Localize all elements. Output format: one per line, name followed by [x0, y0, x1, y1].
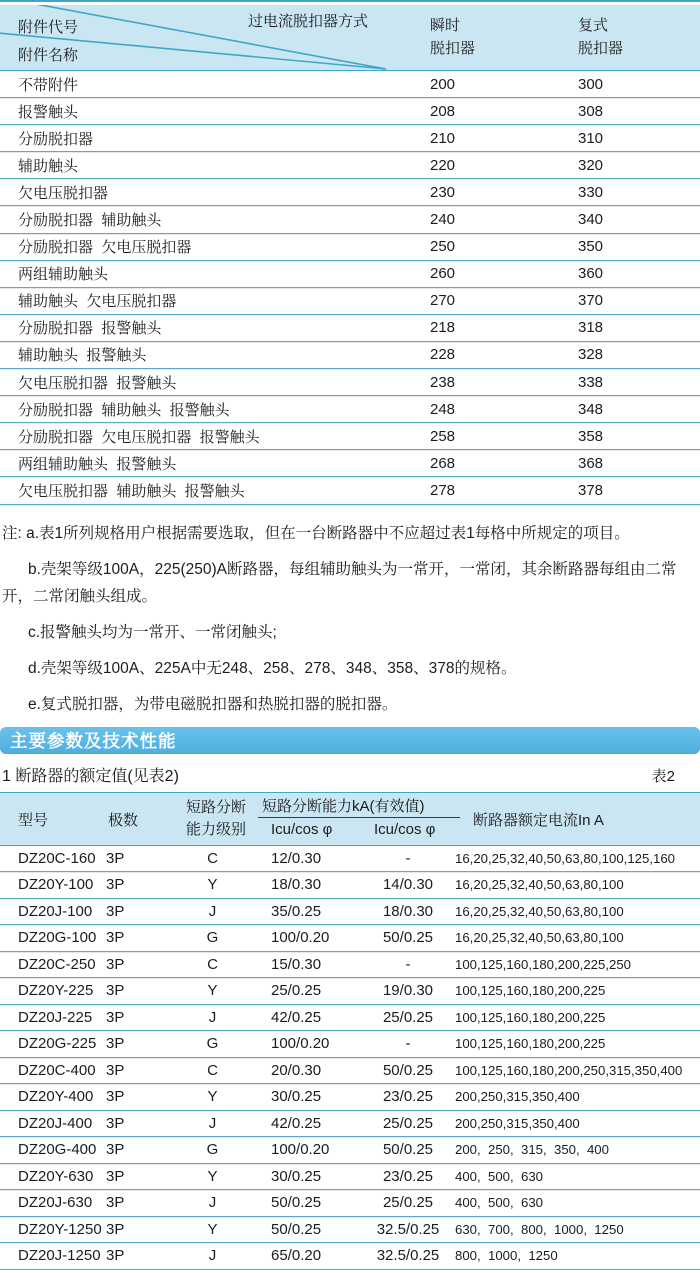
- accessory-table-row: [0, 179, 700, 206]
- instant-code-cell: 240: [430, 211, 456, 229]
- accessory-name-cell: 辅助触头: [18, 157, 79, 175]
- ka-group-underline: [258, 817, 460, 819]
- header-compound-release: [578, 14, 623, 60]
- rated-values-row: [0, 1031, 700, 1058]
- icu2-cell: 32.5/0.25: [376, 1247, 440, 1265]
- rated-values-row: [0, 978, 700, 1005]
- header-breaking-capacity-ka: 短路分断能力kA(有效值): [262, 797, 425, 815]
- accessory-table-row: [0, 369, 700, 396]
- rated-current-cell: 16,20,25,32,40,50,63,80,100,125,160: [455, 850, 675, 866]
- note-item: d.壳架等级100A、225A中无248、258、278、348、358、378的规格。: [28, 659, 517, 677]
- icu1-cell: 100/0.20: [271, 929, 330, 947]
- section-title: 主要参数及技术性能: [10, 730, 177, 751]
- rated-values-row: [0, 1058, 700, 1085]
- accessory-table-row: [0, 152, 700, 179]
- header-accessory-code: 附件代号: [18, 19, 79, 36]
- header-breaking-capacity-grade: [186, 797, 246, 841]
- icu1-cell: 30/0.25: [271, 1088, 322, 1106]
- rated-values-table: [0, 792, 700, 1270]
- header-instant-line2: 脱扣器: [430, 40, 476, 57]
- rated-values-row: [0, 1005, 700, 1032]
- header-compound-line1: 复式: [578, 17, 609, 34]
- accessory-name-cell: 欠电压脱扣器 辅助触头 报警触头: [18, 482, 245, 500]
- poles-cell: 3P: [106, 1114, 125, 1132]
- accessory-name-cell: 报警触头: [18, 103, 79, 121]
- rated-current-cell: 400, 500, 630: [455, 1168, 543, 1184]
- compound-code-cell: 348: [578, 400, 604, 418]
- icu2-cell: 32.5/0.25: [376, 1220, 440, 1238]
- accessory-name-cell: 欠电压脱扣器: [18, 184, 109, 202]
- instant-code-cell: 230: [430, 183, 456, 201]
- section-title-bar: [0, 727, 700, 754]
- grade-cell: Y: [207, 982, 218, 1000]
- icu2-cell: 50/0.25: [382, 1141, 434, 1159]
- icu1-cell: 50/0.25: [271, 1194, 322, 1212]
- rated-current-cell: 100,125,160,180,200,225: [455, 1036, 606, 1052]
- header-poles: 极数: [108, 811, 139, 829]
- rated-values-row: [0, 1084, 700, 1111]
- icu1-cell: 30/0.25: [271, 1167, 322, 1185]
- instant-code-cell: 278: [430, 481, 456, 499]
- rated-values-row: [0, 952, 700, 979]
- grade-cell: J: [208, 1114, 217, 1132]
- poles-cell: 3P: [106, 1247, 125, 1265]
- icu2-cell: 19/0.30: [382, 982, 434, 1000]
- icu1-cell: 25/0.25: [271, 982, 322, 1000]
- header-model: 型号: [18, 811, 49, 829]
- rated-current-cell: 800, 1000, 1250: [455, 1248, 558, 1264]
- icu2-cell: 23/0.25: [382, 1167, 434, 1185]
- icu2-cell: 14/0.30: [382, 876, 434, 894]
- compound-code-cell: 338: [578, 373, 604, 391]
- icu1-cell: 65/0.20: [271, 1247, 322, 1265]
- compound-code-cell: 368: [578, 454, 604, 472]
- instant-code-cell: 270: [430, 292, 456, 310]
- icu1-cell: 18/0.30: [271, 876, 322, 894]
- icu2-cell: 18/0.30: [382, 902, 434, 920]
- rated-values-subtitle: 1 断路器的额定值(见表2): [2, 767, 179, 785]
- icu2-cell: 25/0.25: [382, 1194, 434, 1212]
- compound-code-cell: 360: [578, 265, 604, 283]
- icu1-cell: 100/0.20: [271, 1035, 330, 1053]
- grade-cell: Y: [207, 1167, 218, 1185]
- poles-cell: 3P: [106, 929, 125, 947]
- model-cell: DZ20Y-1250: [18, 1220, 102, 1238]
- accessory-name-cell: 分励脱扣器 报警触头: [18, 320, 162, 338]
- icu1-cell: 35/0.25: [271, 902, 322, 920]
- icu1-cell: 50/0.25: [271, 1220, 322, 1238]
- instant-code-cell: 210: [430, 129, 456, 147]
- accessory-table-row: [0, 342, 700, 369]
- instant-code-cell: 200: [430, 75, 456, 93]
- accessory-table-row: [0, 315, 700, 342]
- icu1-cell: 20/0.30: [271, 1061, 322, 1079]
- accessory-table-row: [0, 71, 700, 98]
- model-cell: DZ20G-225: [18, 1035, 97, 1053]
- header-instantaneous-release: [430, 14, 475, 60]
- poles-cell: 3P: [106, 955, 125, 973]
- grade-cell: Y: [207, 1088, 218, 1106]
- rated-current-cell: 630, 700, 800, 1000, 1250: [455, 1221, 624, 1237]
- accessory-name-cell: 欠电压脱扣器 报警触头: [18, 374, 177, 392]
- grade-cell: G: [206, 929, 219, 947]
- grade-cell: C: [207, 849, 218, 867]
- model-cell: DZ20J-100: [18, 902, 93, 920]
- accessory-name-cell: 不带附件: [18, 76, 79, 94]
- grade-cell: C: [207, 1061, 218, 1079]
- instant-code-cell: 260: [430, 265, 456, 283]
- accessory-table-row: [0, 396, 700, 423]
- instant-code-cell: 258: [430, 427, 456, 445]
- icu2-cell: 25/0.25: [382, 1114, 434, 1132]
- rated-current-cell: 100,125,160,180,200,225,250: [455, 956, 632, 972]
- accessory-table-row: [0, 477, 700, 504]
- rated-current-cell: 16,20,25,32,40,50,63,80,100: [455, 877, 624, 893]
- model-cell: DZ20J-1250: [18, 1247, 101, 1265]
- accessory-table-row: [0, 288, 700, 315]
- rated-values-row: [0, 846, 700, 873]
- rated-current-cell: 16,20,25,32,40,50,63,80,100: [455, 930, 624, 946]
- grade-cell: Y: [207, 1220, 218, 1238]
- note-item: b.壳架等级100A，225(250)A断路器，每组辅助触头为一常开，一常闭，其余断路器每组由二常开，二常闭触头组成。: [2, 560, 677, 605]
- rated-current-cell: 16,20,25,32,40,50,63,80,100: [455, 903, 624, 919]
- icu1-cell: 42/0.25: [271, 1114, 322, 1132]
- instant-code-cell: 220: [430, 156, 456, 174]
- accessory-name-cell: 分励脱扣器 欠电压脱扣器: [18, 239, 192, 257]
- poles-cell: 3P: [106, 1220, 125, 1238]
- accessory-name-cell: 两组辅助触头 报警触头: [18, 455, 177, 473]
- accessory-table-row: [0, 206, 700, 233]
- instant-code-cell: 250: [430, 238, 456, 256]
- rated-values-row: [0, 899, 700, 926]
- accessory-name-cell: 分励脱扣器 辅助触头 报警触头: [18, 401, 230, 419]
- header-compound-line2: 脱扣器: [578, 40, 624, 57]
- accessory-name-cell: 分励脱扣器 辅助触头: [18, 212, 162, 230]
- rated-current-cell: 200,250,315,350,400: [455, 1115, 580, 1131]
- accessory-name-cell: 分励脱扣器: [18, 130, 94, 148]
- grade-cell: G: [206, 1035, 219, 1053]
- model-cell: DZ20Y-225: [18, 982, 94, 1000]
- poles-cell: 3P: [106, 1167, 125, 1185]
- header-icu-cosphi-2: Icu/cos φ: [374, 820, 436, 838]
- compound-code-cell: 318: [578, 319, 604, 337]
- grade-cell: J: [208, 1247, 217, 1265]
- accessory-table-row: [0, 98, 700, 125]
- rated-current-cell: 100,125,160,180,200,250,315,350,400: [455, 1062, 683, 1078]
- accessory-name-cell: 辅助触头 欠电压脱扣器: [18, 293, 177, 311]
- poles-cell: 3P: [106, 1141, 125, 1159]
- model-cell: DZ20C-160: [18, 849, 96, 867]
- accessory-table-row: [0, 423, 700, 450]
- rated-current-cell: 100,125,160,180,200,225: [455, 1009, 606, 1025]
- rated-values-row: [0, 1190, 700, 1217]
- model-cell: DZ20J-225: [18, 1008, 93, 1026]
- rated-current-cell: 400, 500, 630: [455, 1195, 543, 1211]
- subtitle-row: [0, 754, 700, 792]
- rated-values-row: [0, 1217, 700, 1244]
- accessory-name-cell: 辅助触头 报警触头: [18, 347, 147, 365]
- icu2-cell: 50/0.25: [382, 929, 434, 947]
- grade-cell: J: [208, 1008, 217, 1026]
- compound-code-cell: 358: [578, 427, 604, 445]
- header-grade-line1: 短路分断: [186, 798, 247, 816]
- table2-label: 表2: [651, 767, 675, 785]
- compound-code-cell: 320: [578, 156, 604, 174]
- accessory-table-body: [0, 71, 700, 505]
- icu2-cell: -: [405, 955, 411, 973]
- rated-current-cell: 100,125,160,180,200,225: [455, 983, 606, 999]
- icu2-cell: -: [405, 849, 411, 867]
- compound-code-cell: 350: [578, 238, 604, 256]
- rated-values-row: [0, 872, 700, 899]
- instant-code-cell: 268: [430, 454, 456, 472]
- compound-code-cell: 300: [578, 75, 604, 93]
- poles-cell: 3P: [106, 1035, 125, 1053]
- accessory-table-header: [0, 5, 700, 71]
- accessory-name-cell: 两组辅助触头: [18, 266, 109, 284]
- icu2-cell: 50/0.25: [382, 1061, 434, 1079]
- icu2-cell: -: [405, 1035, 411, 1053]
- header-accessory-name: 附件名称: [18, 47, 79, 64]
- instant-code-cell: 228: [430, 346, 456, 364]
- instant-code-cell: 248: [430, 400, 456, 418]
- accessory-name-cell: 分励脱扣器 欠电压脱扣器 报警触头: [18, 428, 260, 446]
- compound-code-cell: 328: [578, 346, 604, 364]
- rated-current-cell: 200,250,315,350,400: [455, 1089, 580, 1105]
- model-cell: DZ20C-250: [18, 955, 96, 973]
- instant-code-cell: 218: [430, 319, 456, 337]
- compound-code-cell: 310: [578, 129, 604, 147]
- model-cell: DZ20G-400: [18, 1141, 97, 1159]
- compound-code-cell: 340: [578, 211, 604, 229]
- rated-values-table-body: [0, 846, 700, 1270]
- poles-cell: 3P: [106, 902, 125, 920]
- compound-code-cell: 370: [578, 292, 604, 310]
- accessory-code-table: [0, 5, 700, 505]
- accessory-table-row: [0, 125, 700, 152]
- poles-cell: 3P: [106, 1008, 125, 1026]
- accessory-table-row: [0, 261, 700, 288]
- rated-values-row: [0, 1111, 700, 1138]
- rated-values-row: [0, 925, 700, 952]
- grade-cell: G: [206, 1141, 219, 1159]
- header-rated-current: 断路器额定电流In A: [473, 811, 604, 829]
- note-item: 注: a.表1所列规格用户根据需要选取，但在一台断路器中不应超过表1每格中所规定的项目。: [2, 524, 630, 542]
- header-grade-line2: 能力级别: [186, 820, 247, 838]
- icu2-cell: 23/0.25: [382, 1088, 434, 1106]
- grade-cell: J: [208, 1194, 217, 1212]
- rated-values-table-header: [0, 792, 700, 846]
- rated-values-row: [0, 1243, 700, 1270]
- model-cell: DZ20Y-630: [18, 1167, 94, 1185]
- compound-code-cell: 378: [578, 481, 604, 499]
- compound-code-cell: 330: [578, 183, 604, 201]
- note-item: e.复式脱扣器，为带电磁脱扣器和热脱扣器的脱扣器。: [28, 695, 398, 713]
- header-icu-cosphi-1: Icu/cos φ: [271, 820, 333, 838]
- model-cell: DZ20J-630: [18, 1194, 93, 1212]
- icu1-cell: 42/0.25: [271, 1008, 322, 1026]
- icu1-cell: 15/0.30: [271, 955, 322, 973]
- model-cell: DZ20C-400: [18, 1061, 96, 1079]
- poles-cell: 3P: [106, 876, 125, 894]
- accessory-table-row: [0, 234, 700, 261]
- compound-code-cell: 308: [578, 102, 604, 120]
- rated-values-row: [0, 1137, 700, 1164]
- header-overcurrent-release-mode: 过电流脱扣器方式: [248, 13, 369, 30]
- instant-code-cell: 208: [430, 102, 456, 120]
- accessory-table-row: [0, 450, 700, 477]
- model-cell: DZ20J-400: [18, 1114, 93, 1132]
- rated-values-row: [0, 1164, 700, 1191]
- model-cell: DZ20Y-100: [18, 876, 94, 894]
- poles-cell: 3P: [106, 1061, 125, 1079]
- grade-cell: Y: [207, 876, 218, 894]
- model-cell: DZ20Y-400: [18, 1088, 94, 1106]
- icu1-cell: 12/0.30: [271, 849, 322, 867]
- poles-cell: 3P: [106, 982, 125, 1000]
- poles-cell: 3P: [106, 849, 125, 867]
- table-top-border: [0, 0, 700, 2]
- header-instant-line1: 瞬时: [430, 17, 461, 34]
- icu2-cell: 25/0.25: [382, 1008, 434, 1026]
- notes-section: [0, 505, 700, 718]
- model-cell: DZ20G-100: [18, 929, 97, 947]
- icu1-cell: 100/0.20: [271, 1141, 330, 1159]
- instant-code-cell: 238: [430, 373, 456, 391]
- grade-cell: J: [208, 902, 217, 920]
- rated-current-cell: 200, 250, 315, 350, 400: [455, 1142, 609, 1158]
- note-item: c.报警触头均为一常开、一常闭触头;: [28, 623, 277, 641]
- grade-cell: C: [207, 955, 218, 973]
- poles-cell: 3P: [106, 1088, 125, 1106]
- poles-cell: 3P: [106, 1194, 125, 1212]
